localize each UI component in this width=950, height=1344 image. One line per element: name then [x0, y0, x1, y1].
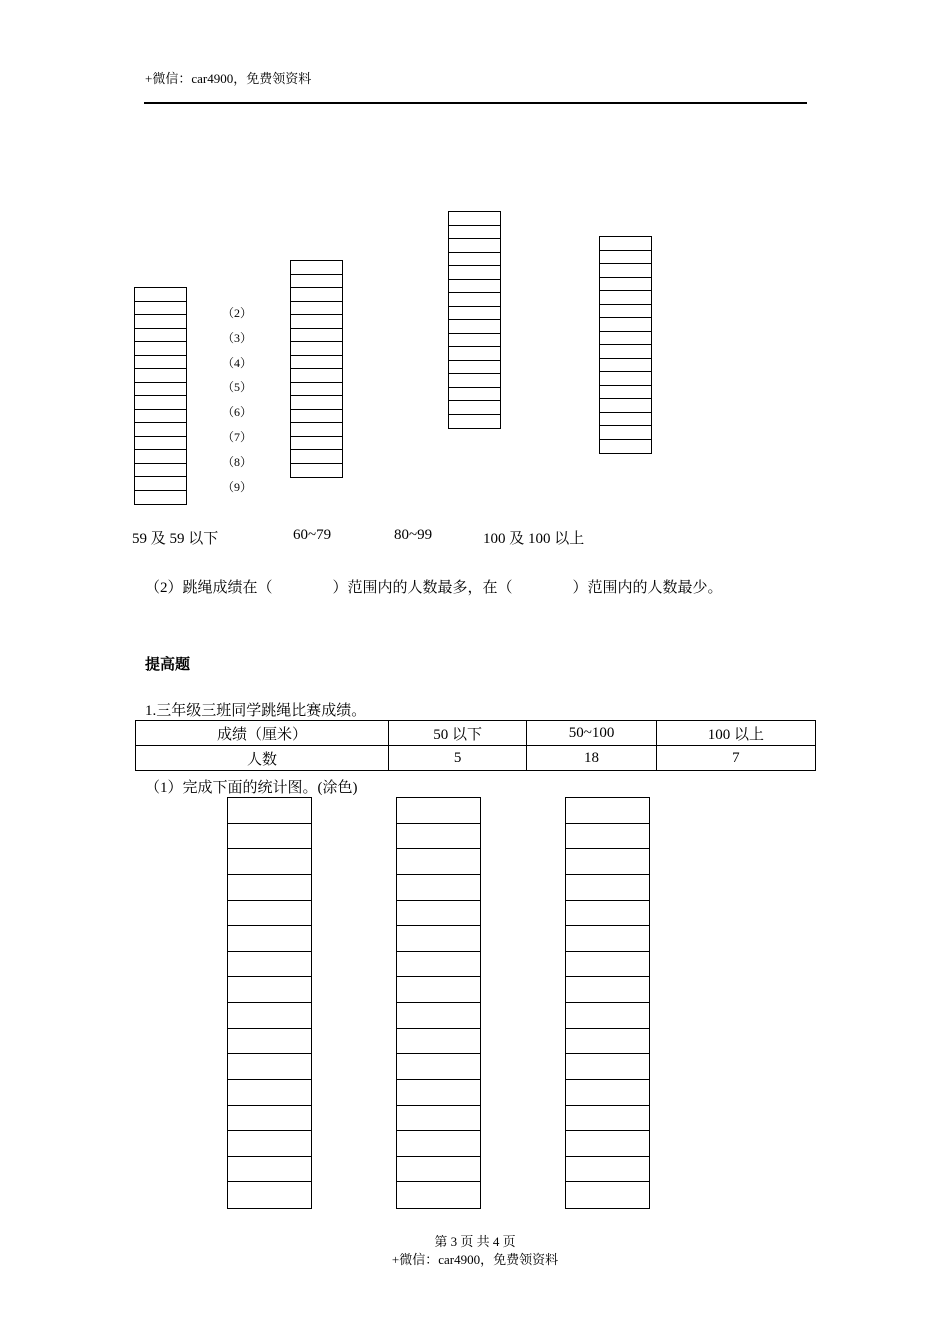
grid-cell [228, 849, 311, 875]
grid-cell [135, 369, 186, 383]
grid-cell [449, 388, 500, 402]
grid-cell [397, 952, 480, 978]
grid-cell [291, 342, 342, 356]
grid-cell [291, 437, 342, 451]
grid-cell [228, 977, 311, 1003]
grid-cell [566, 1080, 649, 1106]
grid-cell [566, 1131, 649, 1157]
grid-cell [291, 369, 342, 383]
chart2-grid-3 [565, 797, 650, 1209]
category-label: 60~79 [293, 527, 332, 543]
grid-cell [291, 423, 342, 437]
grid-cell [600, 413, 651, 427]
grid-cell [449, 226, 500, 240]
grid-cell [449, 374, 500, 388]
grid-cell [291, 410, 342, 424]
grid-cell [397, 798, 480, 824]
grid-cell [228, 1003, 311, 1029]
grid-cell [397, 849, 480, 875]
side-mark: （8） [222, 455, 253, 469]
grid-cell [397, 1029, 480, 1055]
grid-cell [135, 477, 186, 491]
grid-cell [228, 1054, 311, 1080]
grid-cell [449, 401, 500, 415]
grid-cell [566, 901, 649, 927]
side-mark: （7） [222, 430, 253, 444]
grid-cell [135, 383, 186, 397]
grid-cell [228, 952, 311, 978]
problem-title: 1.三年级三班同学跳绳比赛成绩。 [145, 703, 367, 719]
grid-cell [228, 1029, 311, 1055]
grid-cell [449, 212, 500, 226]
table-cell: 18 [527, 746, 657, 771]
grid-cell [600, 372, 651, 386]
grid-cell [135, 288, 186, 302]
grid-cell [600, 359, 651, 373]
grid-cell [600, 399, 651, 413]
grid-cell [566, 1029, 649, 1055]
grid-cell [228, 824, 311, 850]
grid-cell [228, 926, 311, 952]
footer-watermark: +微信：car4900，免费领资料 [391, 1252, 559, 1267]
grid-cell [397, 926, 480, 952]
grid-cell [135, 491, 186, 505]
grid-cell [566, 1106, 649, 1132]
grid-cell [291, 383, 342, 397]
category-label: 59 及 59 以下 [132, 531, 219, 547]
grid-cell [600, 332, 651, 346]
grid-cell [600, 426, 651, 440]
grid-cell [228, 1080, 311, 1106]
grid-cell [566, 849, 649, 875]
grid-cell [397, 1182, 480, 1208]
grid-cell [600, 318, 651, 332]
question-2: （2）跳绳成绩在（ ）范围内的人数最多，在（ ）范围内的人数最少。 [145, 580, 723, 596]
grid-cell [397, 1054, 480, 1080]
grid-cell [566, 824, 649, 850]
grid-cell [397, 977, 480, 1003]
table-row [136, 746, 816, 771]
grid-cell [566, 977, 649, 1003]
grid-cell [449, 361, 500, 375]
table-cell: 人数 [136, 746, 389, 771]
section-title: 提高题 [145, 657, 191, 673]
grid-cell [135, 410, 186, 424]
table-cell: 7 [656, 746, 815, 771]
side-mark: （4） [222, 356, 253, 370]
grid-cell [291, 396, 342, 410]
grid-cell [449, 280, 500, 294]
grid-cell [449, 334, 500, 348]
chart1-grid-2 [290, 260, 343, 478]
sub-question-1: （1）完成下面的统计图。(涂色) [145, 780, 358, 796]
grid-cell [600, 345, 651, 359]
grid-cell [291, 315, 342, 329]
chart1-grid-1 [134, 287, 187, 505]
grid-cell [449, 415, 500, 429]
grid-cell [135, 437, 186, 451]
grid-cell [600, 264, 651, 278]
table-row [136, 721, 816, 746]
grid-cell [397, 824, 480, 850]
grid-cell [566, 1003, 649, 1029]
side-mark: （9） [222, 480, 253, 494]
grid-cell [291, 356, 342, 370]
grid-cell [135, 342, 186, 356]
grid-cell [291, 302, 342, 316]
grid-cell [135, 356, 186, 370]
grid-cell [449, 239, 500, 253]
chart1-grid-3 [448, 211, 501, 429]
grid-cell [449, 307, 500, 321]
grid-cell [291, 329, 342, 343]
grid-cell [600, 440, 651, 454]
header-watermark: +微信：car4900，免费领资料 [145, 71, 312, 86]
grid-cell [397, 1003, 480, 1029]
chart2-grid-2 [396, 797, 481, 1209]
grid-cell [600, 386, 651, 400]
grid-cell [228, 1157, 311, 1183]
score-table [135, 720, 816, 771]
grid-cell [397, 1080, 480, 1106]
side-mark: （5） [222, 380, 253, 394]
grid-cell [397, 1131, 480, 1157]
grid-cell [135, 464, 186, 478]
chart1-grid-4 [599, 236, 652, 454]
grid-cell [135, 396, 186, 410]
grid-cell [228, 798, 311, 824]
grid-cell [228, 1131, 311, 1157]
grid-cell [600, 278, 651, 292]
grid-cell [566, 1182, 649, 1208]
grid-cell [600, 251, 651, 265]
grid-cell [135, 423, 186, 437]
table-cell: 成绩（厘米） [136, 721, 389, 746]
grid-cell [135, 329, 186, 343]
grid-cell [397, 901, 480, 927]
grid-cell [291, 288, 342, 302]
grid-cell [397, 1157, 480, 1183]
grid-cell [566, 1054, 649, 1080]
grid-cell [135, 315, 186, 329]
header-rule [144, 102, 807, 104]
grid-cell [449, 253, 500, 267]
grid-cell [600, 237, 651, 251]
grid-cell [449, 293, 500, 307]
grid-cell [228, 875, 311, 901]
grid-cell [566, 1157, 649, 1183]
grid-cell [291, 261, 342, 275]
category-label: 80~99 [394, 527, 433, 543]
grid-cell [600, 305, 651, 319]
table-cell: 100 以上 [656, 721, 815, 746]
grid-cell [397, 1106, 480, 1132]
grid-cell [228, 1182, 311, 1208]
side-mark: （3） [222, 331, 253, 345]
table-cell: 5 [388, 746, 526, 771]
grid-cell [566, 798, 649, 824]
grid-cell [135, 302, 186, 316]
grid-cell [566, 875, 649, 901]
footer-page-number: 第 3 页 共 4 页 [434, 1234, 516, 1249]
grid-cell [291, 464, 342, 478]
grid-cell [449, 320, 500, 334]
grid-cell [449, 266, 500, 280]
side-mark: （6） [222, 405, 253, 419]
grid-cell [566, 952, 649, 978]
grid-cell [566, 926, 649, 952]
grid-cell [600, 291, 651, 305]
grid-cell [228, 901, 311, 927]
grid-cell [228, 1106, 311, 1132]
side-mark: （2） [222, 306, 253, 320]
grid-cell [135, 450, 186, 464]
grid-cell [397, 875, 480, 901]
table-cell: 50~100 [527, 721, 657, 746]
table-cell: 50 以下 [388, 721, 526, 746]
grid-cell [291, 275, 342, 289]
chart2-grid-1 [227, 797, 312, 1209]
category-label: 100 及 100 以上 [483, 531, 585, 547]
grid-cell [449, 347, 500, 361]
grid-cell [291, 450, 342, 464]
